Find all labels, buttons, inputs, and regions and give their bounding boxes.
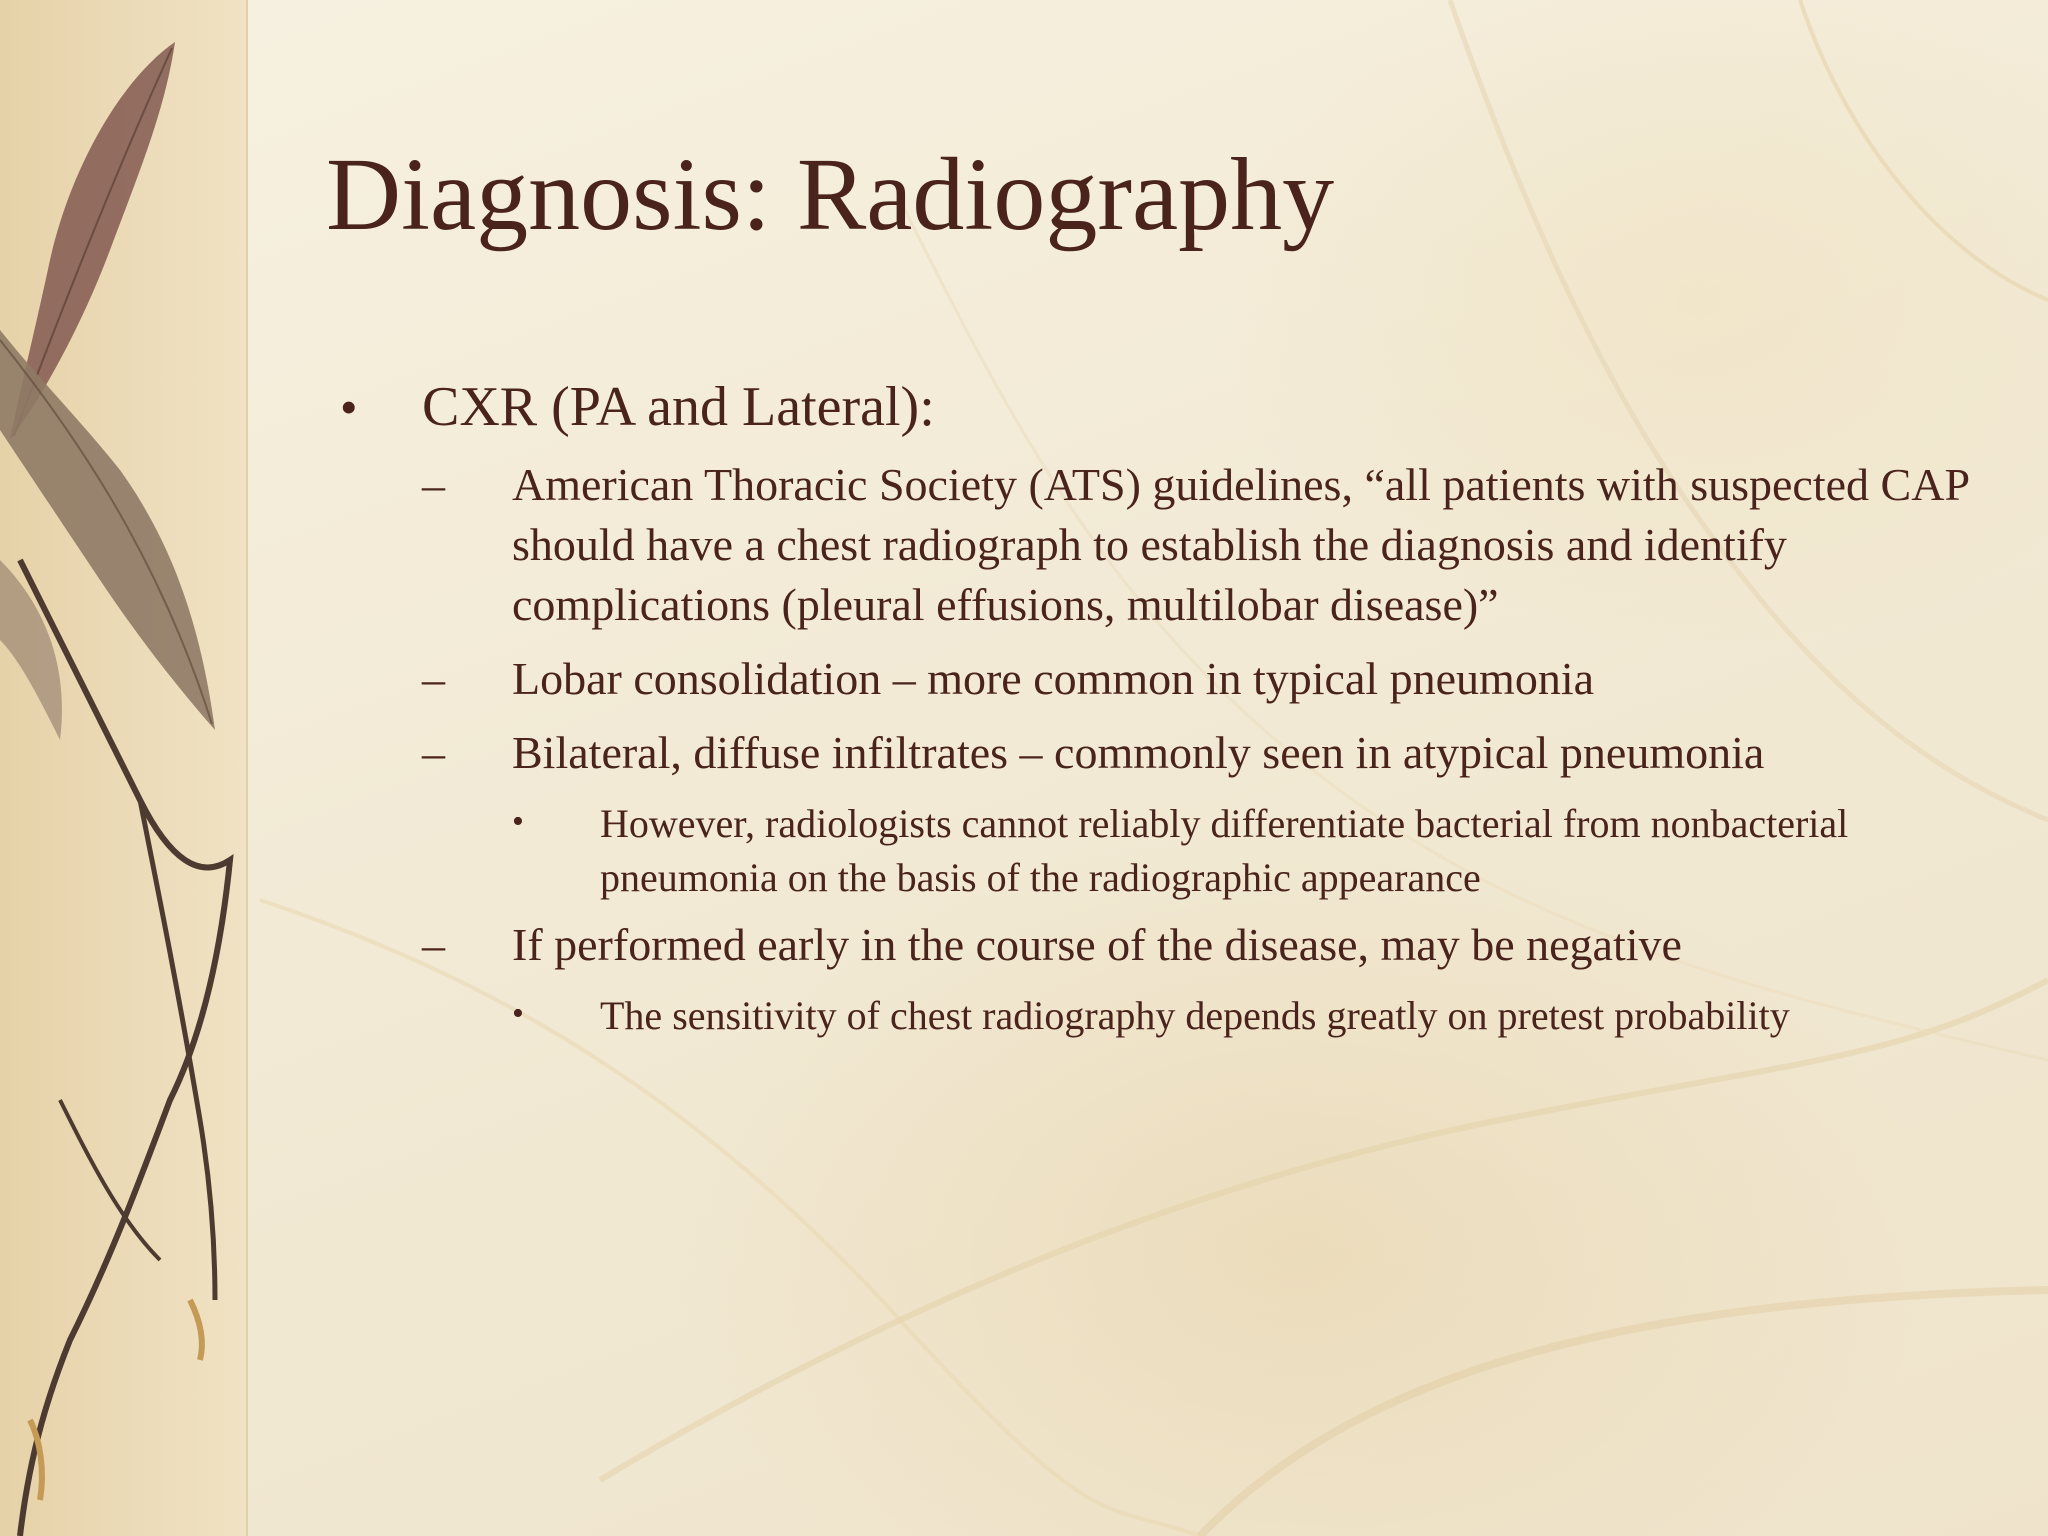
bullet-text: If performed early in the course of the disease, may be negative — [512, 919, 1682, 970]
bullet-level2 — [422, 723, 1980, 783]
bullet-marker: • — [512, 803, 524, 840]
bullet-marker: • — [340, 379, 358, 435]
slide-title: Diagnosis: Radiography — [326, 137, 1335, 252]
bullet-level3 — [512, 797, 1980, 905]
bullet-text: CXR (PA and Lateral): — [422, 376, 935, 438]
bullet-list — [340, 375, 1980, 1053]
bullet-level2 — [422, 455, 1980, 635]
dash-marker: – — [422, 919, 445, 970]
bullet-text: The sensitivity of chest radiography depends greatly on pretest probability — [600, 993, 1790, 1038]
bullet-text: However, radiologists cannot reliably differentiate bacterial from nonbacterial pneumonia on the basis of the radiographic appearance — [600, 801, 1849, 900]
bullet-text: Bilateral, diffuse infiltrates – commonly seen in atypical pneumonia — [512, 727, 1765, 778]
bullet-level3 — [512, 989, 1980, 1043]
leaf-illustration — [0, 0, 260, 1536]
bullet-text: American Thoracic Society (ATS) guidelines, “all patients with suspected CAP should have a chest radiograph to establish the diagnosis and identify complications (pleural effusions, multilobar disease)” — [512, 459, 1969, 630]
dash-marker: – — [422, 459, 445, 510]
bullet-text: Lobar consolidation – more common in typical pneumonia — [512, 653, 1595, 704]
bullet-level2 — [422, 915, 1980, 975]
bullet-level1 — [340, 375, 1980, 439]
bullet-marker: • — [512, 995, 524, 1032]
bullet-level2 — [422, 649, 1980, 709]
dash-marker: – — [422, 653, 445, 704]
dash-marker: – — [422, 727, 445, 778]
